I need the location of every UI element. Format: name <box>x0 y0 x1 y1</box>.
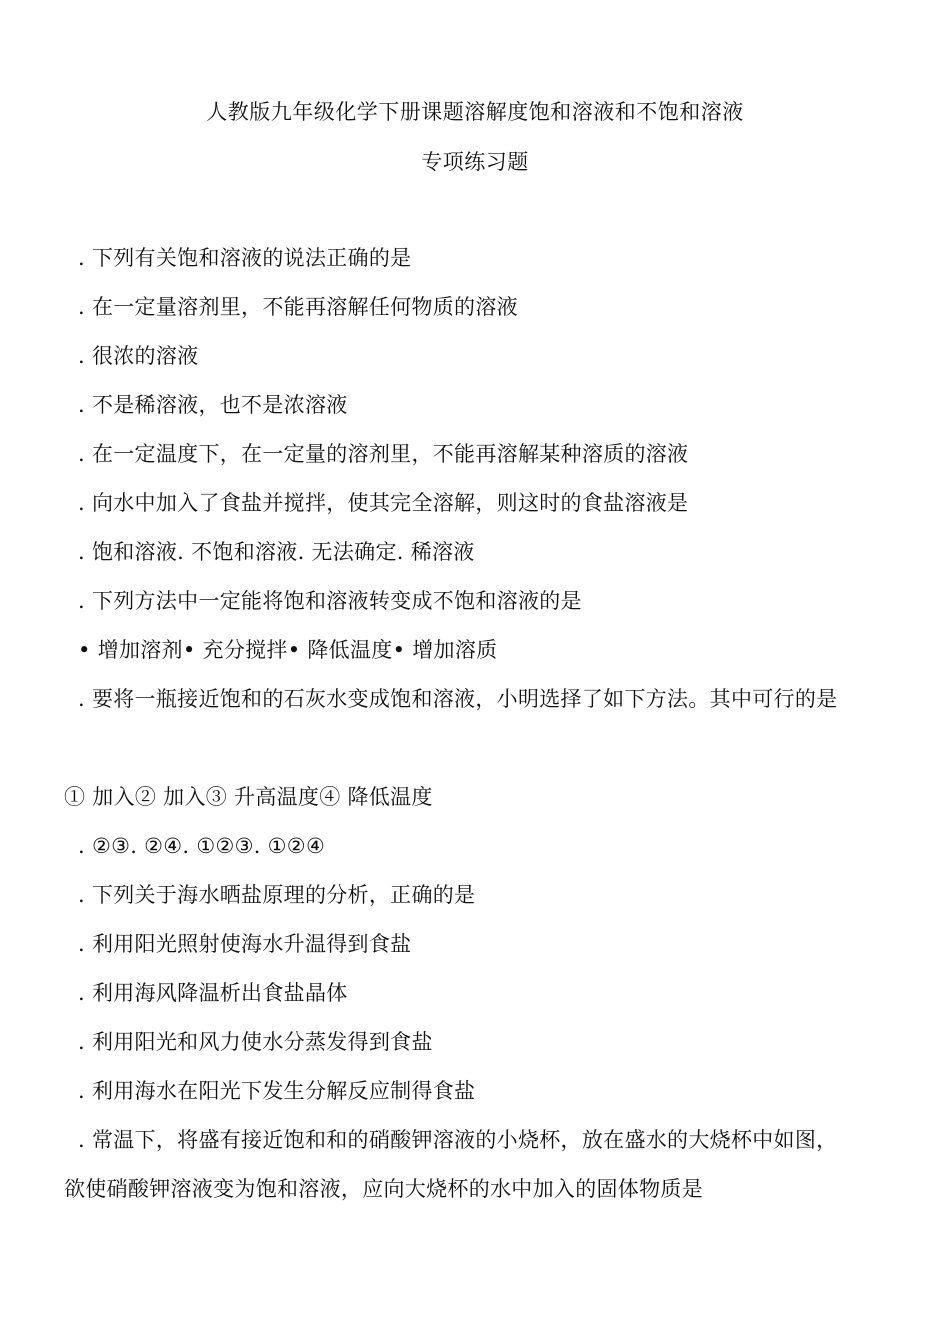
document-subtitle: 专项练习题 <box>421 150 529 174</box>
question-2-options: . 饱和溶液. 不饱和溶液. 无法确定. 稀溶液 <box>78 540 475 564</box>
question-4-stem: . 要将一瓶接近饱和的石灰水变成饱和溶液，小明选择了如下方法。其中可行的是 <box>78 687 838 711</box>
question-1-option: . 在一定量溶剂里，不能再溶解任何物质的溶液 <box>78 295 518 319</box>
question-3-options: • 增加溶剂• 充分搅拌• 降低温度• 增加溶质 <box>78 638 498 662</box>
question-3-stem: . 下列方法中一定能将饱和溶液转变成不饱和溶液的是 <box>78 589 582 613</box>
question-1-option: . 在一定温度下，在一定量的溶剂里，不能再溶解某种溶质的溶液 <box>78 442 689 466</box>
question-5-option: . 利用海水在阳光下发生分解反应制得食盐 <box>78 1079 476 1103</box>
question-5-option: . 利用阳光和风力使水分蒸发得到食盐 <box>78 1030 433 1054</box>
question-1-option: . 很浓的溶液 <box>78 344 199 368</box>
document-title: 人教版九年级化学下册课题溶解度饱和溶液和不饱和溶液 <box>206 100 744 124</box>
question-4-methods: ① 加入② 加入③ 升高温度④ 降低温度 <box>64 785 433 809</box>
question-4-options: . ②③. ②④. ①②③. ①②④ <box>78 834 326 858</box>
question-1-option: . 不是稀溶液，也不是浓溶液 <box>78 393 348 417</box>
question-5-option: . 利用阳光照射使海水升温得到食盐 <box>78 932 412 956</box>
question-2-stem: . 向水中加入了食盐并搅拌，使其完全溶解，则这时的食盐溶液是 <box>78 491 689 515</box>
question-6-stem-continued: 欲使硝酸钾溶液变为饱和溶液，应向大烧杯的水中加入的固体物质是 <box>64 1177 703 1201</box>
question-5-stem: . 下列关于海水晒盐原理的分析，正确的是 <box>78 883 476 907</box>
question-5-option: . 利用海风降温析出食盐晶体 <box>78 981 348 1005</box>
question-1-stem: . 下列有关饱和溶液的说法正确的是 <box>78 246 412 270</box>
question-6-stem: . 常温下，将盛有接近饱和和的硝酸钾溶液的小烧杯，放在盛水的大烧杯中如图， <box>78 1128 838 1152</box>
